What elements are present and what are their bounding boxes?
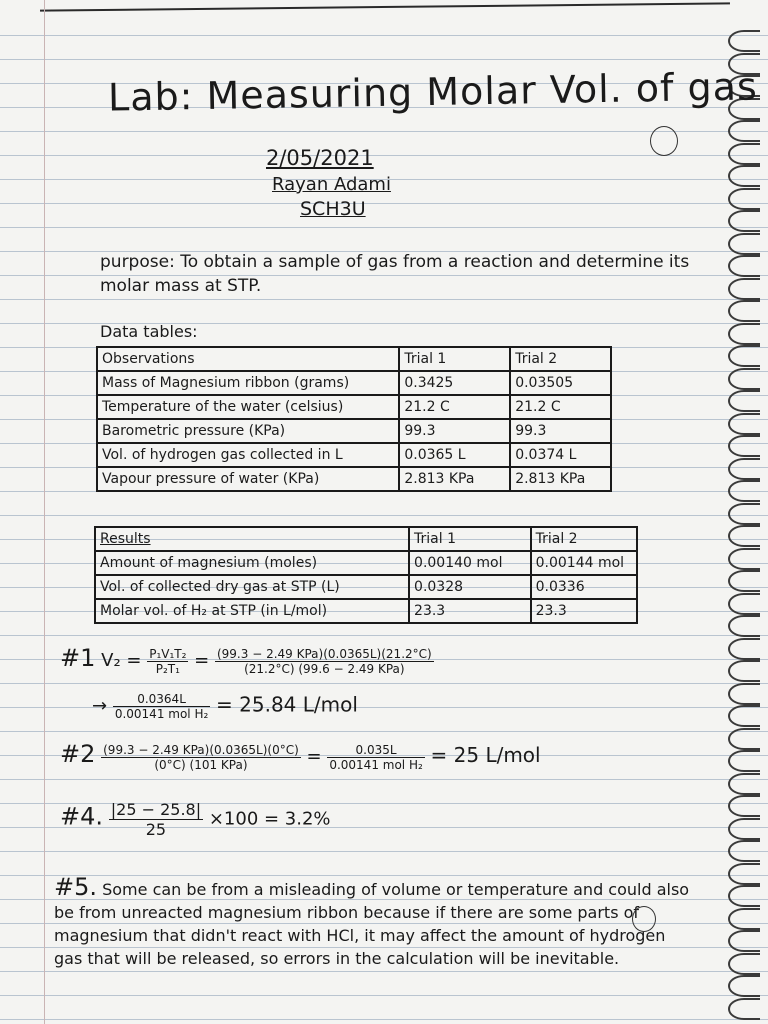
fraction-numerator: P₁V₁T₂ (149, 646, 187, 661)
q4-percent-error-fraction (109, 800, 203, 839)
q5-answer (54, 873, 694, 970)
table-header-cell: Trial 1 (399, 347, 510, 371)
observations-table (96, 346, 612, 492)
q1-result-fraction (113, 692, 210, 721)
table-cell: 21.2 C (399, 395, 510, 419)
spiral-coil (728, 570, 760, 592)
table-cell: 0.3425 (399, 371, 510, 395)
spiral-coil (728, 300, 760, 322)
q1-substitution-fraction (215, 647, 434, 676)
page-top-edge (40, 2, 730, 11)
spiral-coil (728, 548, 760, 570)
results-table (94, 526, 638, 624)
fraction-numerator: 0.035L (327, 743, 424, 758)
table-header-row (97, 347, 611, 371)
spiral-coil (728, 728, 760, 750)
spiral-coil (728, 188, 760, 210)
table-header-cell: Observations (97, 347, 399, 371)
purpose-text: purpose: To obtain a sample of gas from a reaction and determine its molar mass at STP. (100, 252, 690, 296)
spiral-coil (728, 435, 760, 457)
spiral-coil (728, 705, 760, 727)
q1-lhs: V₂ = (101, 650, 142, 671)
q1-result-line (92, 692, 358, 721)
table-cell: Temperature of the water (celsius) (97, 395, 399, 419)
q2-number: #2 (60, 740, 96, 768)
spiral-coil (728, 908, 760, 930)
table-cell: 0.0374 L (510, 443, 611, 467)
course-code: SCH3U (300, 198, 366, 220)
spiral-coil (728, 413, 760, 435)
punch-hole-bottom (632, 906, 656, 932)
q2-result-fraction (327, 743, 424, 772)
table-cell: 23.3 (531, 599, 637, 623)
spiral-coil (728, 818, 760, 840)
spiral-coil (728, 368, 760, 390)
table-cell: Mass of Magnesium ribbon (grams) (97, 371, 399, 395)
fraction-denominator: 0.00141 mol H₂ (329, 757, 423, 772)
table-header-cell: Trial 1 (409, 527, 531, 551)
q2-calculation (60, 740, 541, 772)
spiral-coil (728, 390, 760, 412)
spiral-coil (728, 345, 760, 367)
spiral-coil (728, 458, 760, 480)
spiral-coil (728, 750, 760, 772)
table-cell: Molar vol. of H₂ at STP (in L/mol) (95, 599, 409, 623)
spiral-coil (728, 30, 760, 52)
q4-result: ×100 = 3.2% (208, 808, 331, 830)
spiral-coil (728, 795, 760, 817)
table-cell: 2.813 KPa (399, 467, 510, 491)
fraction-denominator: 25 (145, 820, 167, 839)
table-cell: Vapour pressure of water (KPa) (97, 467, 399, 491)
spiral-coil (728, 233, 760, 255)
table-cell: 23.3 (409, 599, 531, 623)
table-row (95, 575, 637, 599)
q2-result: = 25 L/mol (430, 743, 541, 767)
q1-result: = 25.84 L/mol (216, 692, 358, 717)
spiral-coil (728, 210, 760, 232)
fraction-numerator: (99.3 − 2.49 KPa)(0.0365L)(21.2°C) (216, 646, 432, 661)
equals-sign: = (194, 650, 210, 671)
table-cell: 0.0365 L (399, 443, 510, 467)
table-row (97, 371, 611, 395)
spiral-coil (728, 660, 760, 682)
fraction-denominator: 0.00141 mol H₂ (114, 707, 209, 721)
spiral-coil (728, 885, 760, 907)
table-cell: 21.2 C (510, 395, 611, 419)
spiral-coil (728, 143, 760, 165)
q1-calculation (60, 644, 434, 676)
table-cell: 99.3 (399, 419, 510, 443)
q4-calculation (60, 800, 331, 839)
spiral-coil (728, 503, 760, 525)
lab-title: Lab: Measuring Molar Vol. of gas (107, 64, 759, 120)
spiral-coil (728, 953, 760, 975)
spiral-coil (728, 255, 760, 277)
table-header-row (95, 527, 637, 551)
spiral-coil (728, 975, 760, 997)
table-row (97, 395, 611, 419)
table-row (97, 467, 611, 491)
table-cell: 0.0336 (531, 575, 637, 599)
spiral-coil (728, 840, 760, 862)
table-header-cell: Trial 2 (510, 347, 611, 371)
spiral-coil (728, 525, 760, 547)
q5-number: #5. (54, 873, 98, 901)
q1-number: #1 (60, 644, 96, 672)
spiral-coil (728, 773, 760, 795)
q4-number: #4. (60, 802, 104, 831)
equals-sign: = (306, 746, 322, 767)
table-row (95, 551, 637, 575)
lab-date: 2/05/2021 (266, 146, 374, 170)
q2-substitution-fraction (101, 743, 301, 772)
spiral-binding (710, 30, 768, 1024)
spiral-coil (728, 323, 760, 345)
data-tables-label: Data tables: (100, 322, 198, 341)
student-name: Rayan Adami (272, 174, 391, 195)
table-cell: 99.3 (510, 419, 611, 443)
table-cell: 0.00144 mol (531, 551, 637, 575)
table-header-cell: Trial 2 (531, 527, 637, 551)
q1-formula-fraction (147, 647, 188, 676)
fraction-denominator: (21.2°C) (99.6 − 2.49 KPa) (244, 661, 405, 676)
table-row (95, 599, 637, 623)
fraction-numerator: |25 − 25.8| (110, 800, 202, 819)
fraction-denominator: (0°C) (101 KPa) (154, 757, 248, 772)
spiral-coil (728, 638, 760, 660)
fraction-denominator: P₂T₁ (155, 661, 180, 676)
spiral-coil (728, 480, 760, 502)
table-cell: Vol. of hydrogen gas collected in L (97, 443, 399, 467)
spiral-coil (728, 593, 760, 615)
fraction-numerator: 0.0364L (113, 692, 210, 707)
spiral-coil (728, 120, 760, 142)
table-row (97, 443, 611, 467)
spiral-coil (728, 863, 760, 885)
table-cell: 2.813 KPa (510, 467, 611, 491)
table-header-cell: Results (95, 527, 409, 551)
table-cell: Barometric pressure (KPa) (97, 419, 399, 443)
spiral-coil (728, 165, 760, 187)
table-row (97, 419, 611, 443)
table-cell: 0.0328 (409, 575, 531, 599)
q5-text: Some can be from a misleading of volume or temperature and could also be from unreacted magnesium ribbon because if there are some parts of magnesium that didn't react with HCl, it may affect the amount of hydrogen gas that will be released, so errors in the calculation will be inevitable. (54, 880, 690, 968)
spiral-coil (728, 615, 760, 637)
spiral-coil (728, 683, 760, 705)
table-cell: 0.03505 (510, 371, 611, 395)
table-cell: 0.00140 mol (409, 551, 531, 575)
punch-hole-top (650, 126, 678, 156)
spiral-coil (728, 930, 760, 952)
spiral-coil (728, 998, 760, 1020)
table-cell: Amount of magnesium (moles) (95, 551, 409, 575)
arrow: → (92, 695, 108, 717)
spiral-coil (728, 278, 760, 300)
margin-line (44, 0, 45, 1024)
table-cell: Vol. of collected dry gas at STP (L) (95, 575, 409, 599)
fraction-numerator: (99.3 − 2.49 KPa)(0.0365L)(0°C) (103, 742, 299, 757)
